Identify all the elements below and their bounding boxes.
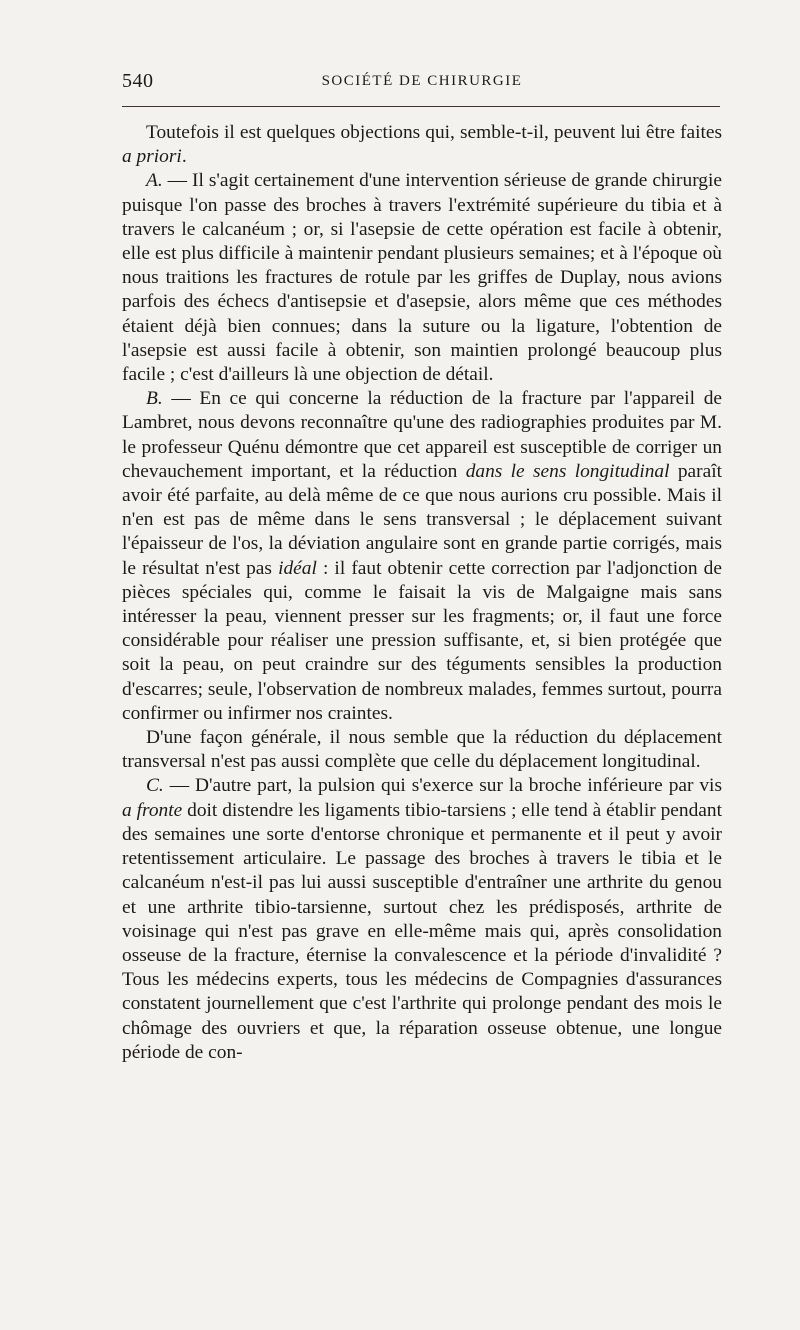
section-letter: C. [146, 775, 164, 797]
text-segment: — Il s'agit certainement d'une intervention sérieuse de grande chirurgie puisque l'on passe des broches à travers l'extrémité supérieure du tibia et à travers le calcanéum ; or, si l'asepsie de cette opération est facile à obtenir, elle est plus difficile à maintenir pendant plusieurs semaines; et à l'époque où nous traitions les fractures de rotule par les griffes de Duplay, nous avions parfois des échecs d'antisepsie et d'asepsie, alors même que ces méthodes étaient déjà bien connues; dans la suture ou la ligature, l'obtention de l'asepsie est aussi facile à obtenir, son maintien prolongé beaucoup plus facile ; c'est d'ailleurs là une objection de détail. [122, 170, 722, 386]
header-rule [122, 106, 720, 107]
page-number: 540 [122, 70, 154, 92]
section-letter: A. [146, 170, 163, 192]
text-segment: : il faut obtenir cette correction par l'adjonction de pièces spéciales qui, comme le faisait la vis de Malgaigne mais sans intéresser la peau, viennent presser sur les fragments; or, il faut une force considérable pour réaliser une pression suffisante, et, si bien protégée que soit la peau, on peut craindre sur des téguments sensibles la production d'escarres; seule, l'observation de nombreux malades, femmes surtout, pourra confirmer ou infirmer nos craintes. [122, 557, 722, 724]
italic-segment: idéal [278, 557, 317, 579]
body-text [122, 121, 722, 1065]
text-segment: D'une façon générale, il nous semble que la réduction du déplacement transversal n'est pas aussi complète que celle du déplacement longitudinal. [122, 727, 722, 773]
running-head: SOCIÉTÉ DE CHIRURGIE [321, 73, 523, 89]
paragraph-intro [122, 121, 722, 169]
text-segment: — D'autre part, la pulsion qui s'exerce sur la broche inférieure par vis [163, 775, 722, 797]
section-letter: B. [146, 388, 163, 410]
italic-segment: dans le sens longitudinal [465, 460, 670, 482]
italic-segment: a priori [122, 146, 182, 168]
text-segment: — En ce qui concerne la réduction de la fracture par l'appareil de Lambret, nous devons reconnaître qu'une des radiographies produites par M. le professeur Quénu démontre que cet appareil est susceptible de corriger un chevauchement important, et la réduction [122, 388, 722, 482]
text-segment: doit distendre les ligaments tibio-tarsiens ; elle tend à établir pendant des semaines une sorte d'entorse chronique et permanente et il peut y avoir retentissement articulaire. Le passage des broches à travers le tibia et le calcanéum n'est-il pas lui aussi susceptible d'entraîner une arthrite du genou et une arthrite tibio-tarsienne, surtout chez les prédisposés, arthrite de voisinage qui n'est pas grave en elle-même mais qui, après consolidation osseuse de la fracture, éternise la convalescence et la période d'invalidité ? Tous les médecins experts, tous les médecins de Compagnies d'assurances constatent journellement que c'est l'arthrite qui prolonge pendant des mois le chômage des ouvriers et que, la réparation osseuse obtenue, une longue période de con- [122, 799, 722, 1063]
italic-segment: a fronte [122, 799, 183, 821]
text-segment: . [181, 146, 187, 168]
page-header [122, 70, 722, 96]
paragraph-a [122, 169, 722, 387]
text-segment: Toutefois il est quelques objections qui, semble-t-il, peuvent lui être faites [146, 122, 722, 143]
paragraph-general [122, 726, 722, 774]
text-segment: paraît avoir été parfaite, au delà même de ce que nous aurions cru possible. Mais il n'en est pas de même dans le sens transversal ; le déplacement suivant l'épaisseur de l'os, la déviation angulaire sont en grande partie corrigés, mais le résultat n'est pas [122, 460, 723, 579]
book-page [122, 70, 722, 1065]
paragraph-c [122, 774, 722, 1064]
paragraph-b [122, 387, 722, 726]
